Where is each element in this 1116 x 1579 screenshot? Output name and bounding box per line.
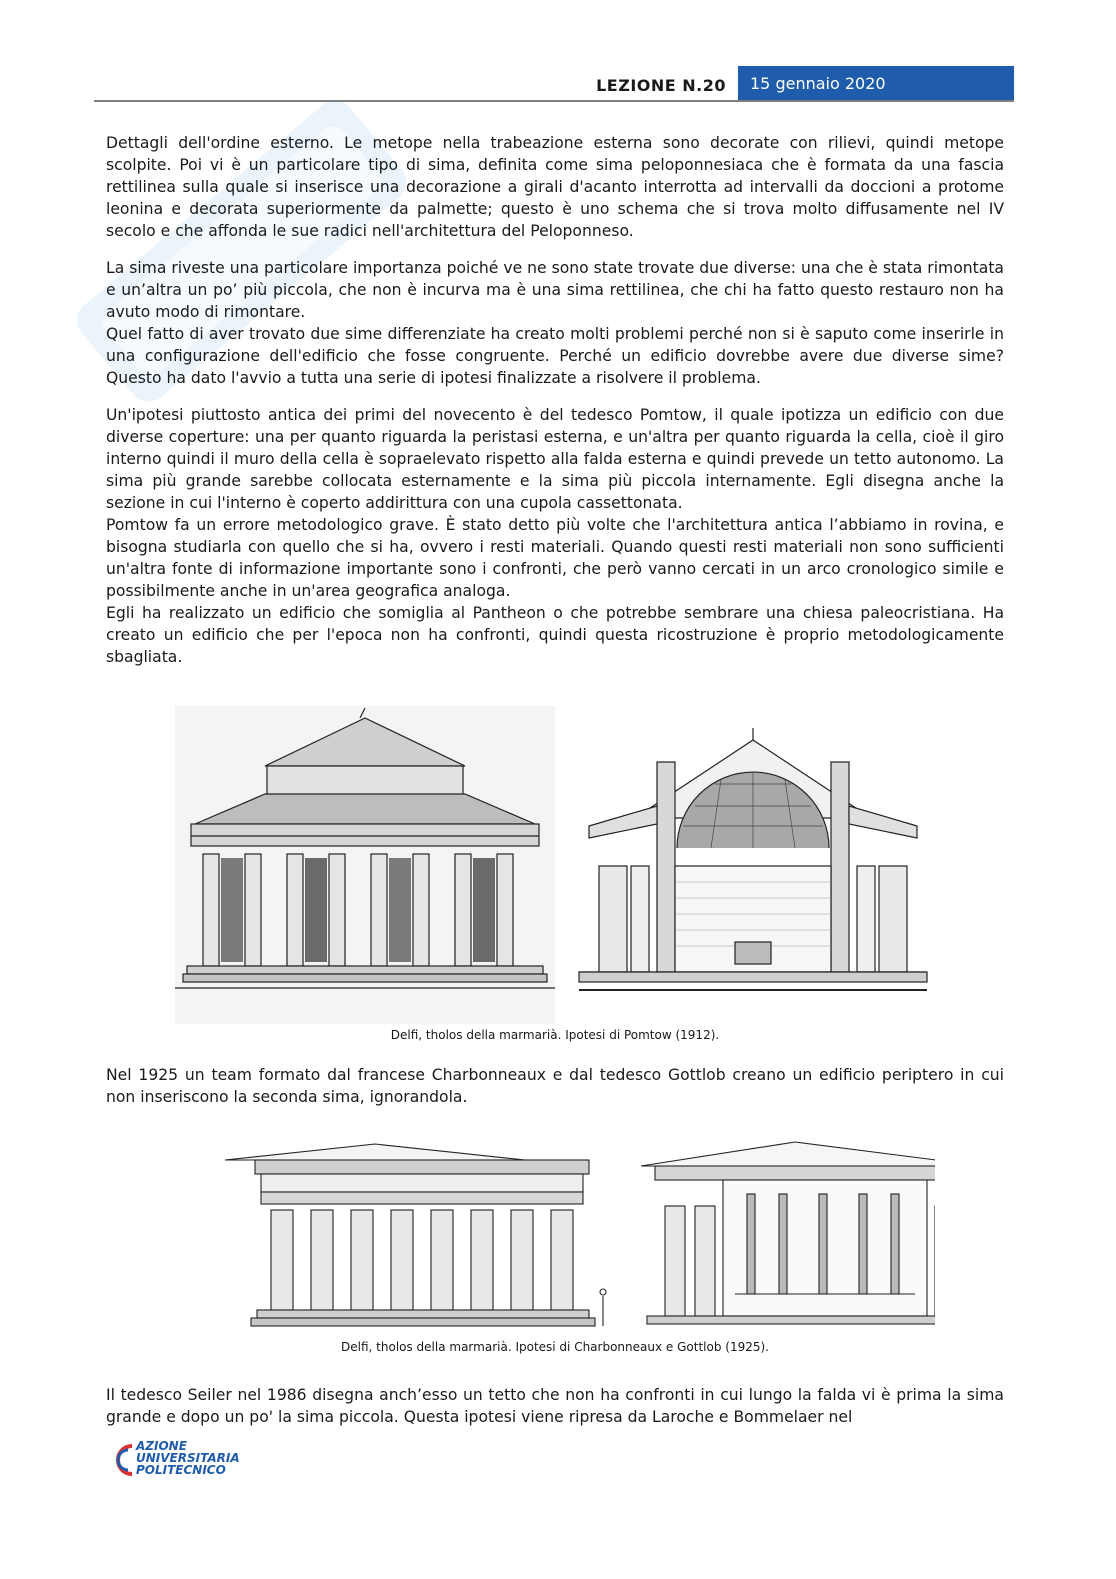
text-block-3 [106,404,1004,668]
logo-line: AZIONE [136,1439,187,1453]
text-block-2 [106,257,1004,389]
charbonneaux-gottlob-drawings [175,1136,935,1336]
logo-emblem-icon [114,1442,136,1478]
figure-pomtow [106,706,1004,1042]
footer-logo [114,1440,254,1480]
lesson-date: 15 gennaio 2020 [738,66,1014,100]
paragraph: Nel 1925 un team formato dal francese Charbonneaux e dal tedesco Gottlob creano un edificio periptero in cui non inseriscono la seconda sima, ignorandola. [106,1066,1004,1106]
paragraph: Dettagli dell'ordine esterno. Le metope nella trabeazione esterna sono decorate con rilievi, quindi metope scolpite. Poi vi è un particolare tipo di sima, definita come sima peloponnesiaca che è formata da una fascia rettilinea sulla quale si inserisce una decorazione a girali d'acanto interrotta ad intervalli da doccioni a protome leonina e decorata superiormente da palmette; questo è uno schema che si trova molto diffusamente nel IV secolo e che affonda le sue radici nell'architettura del Peloponneso. [106,134,1004,240]
figure-caption: Delfi, tholos della marmarià. Ipotesi di Charbonneaux e Gottlob (1925). [341,1340,769,1354]
pomtow-drawings [175,706,935,1024]
paragraph: La sima riveste una particolare importanza poiché ve ne sono state trovate due diverse: una che è stata rimontata e un’altra un po’ più piccola, che non è incurva ma è una sima rettilinea, che chi ha fatto questo restauro non ha avuto modo di rimontare. [106,259,1004,321]
logo-line: UNIVERSITARIA [136,1451,240,1465]
logo-text [136,1440,240,1476]
paragraph: Il tedesco Seiler nel 1986 disegna anch’esso un tetto che non ha confronti in cui lungo la falda vi è prima la sima grande e dopo un po' la sima piccola. Questa ipotesi viene ripresa da Laroche e Bommelaer nel [106,1386,1004,1426]
paragraph: Un'ipotesi piuttosto antica dei primi del novecento è del tedesco Pomtow, il quale ipotizza un edificio con due diverse coperture: una per quanto riguarda la peristasi esterna, e un'altra per quanto riguarda la cella, cioè il giro interno quindi il muro della cella è sopraelevato rispetto alla falda esterna e quindi prevede un tetto autonomo. La sima più grande sarebbe collocata esternamente e la sima più piccola internamente. Egli disegna anche la sezione in cui l'interno è coperto addirittura con una cupola cassettonata. [106,406,1004,512]
paragraph: Pomtow fa un errore metodologico grave. È stato detto più volte che l'architettura antica l’abbiamo in rovina, e bisogna studiarla con quello che si ha, ovvero i resti materiali. Quando questi resti materiali non sono sufficienti un'altra fonte di informazione importante sono i confronti, che però vanno cercati in un arco cronologico simile e possibilmente anche in un'area geografica analoga. [106,516,1004,600]
logo-line: POLITECNICO [136,1463,226,1477]
tholos-elevation-drawing [175,706,555,1024]
paragraph: Egli ha realizzato un edificio che somiglia al Pantheon o che potrebbe sembrare una chiesa paleocristiana. Ha creato un edificio che per l'epoca non ha confronti, quindi questa ricostruzione è proprio metodologicamente sbagliata. [106,604,1004,666]
figure-charbonneaux-gottlob [106,1136,1004,1354]
tholos-section-drawing [579,728,927,990]
text-block-1 [106,132,1004,242]
page-header [94,66,1014,102]
lesson-number: LEZIONE N.20 [596,76,726,95]
header-divider [94,100,1014,102]
paragraph: Quel fatto di aver trovato due sime differenziate ha creato molti problemi perché non si è saputo come inserirle in una configurazione dell'edificio che fosse congruente. Perché un edificio dovrebbe avere due diverse sime? Questo ha dato l'avvio a tutta una serie di ipotesi finalizzate a risolvere il problema. [106,325,1004,387]
figure-caption: Delfi, tholos della marmarià. Ipotesi di Pomtow (1912). [390,1028,720,1042]
text-block-5 [106,1384,1004,1428]
text-block-4 [106,1064,1004,1108]
peripteral-elevation-drawing [225,1144,606,1326]
peripteral-section-drawing [641,1142,935,1324]
